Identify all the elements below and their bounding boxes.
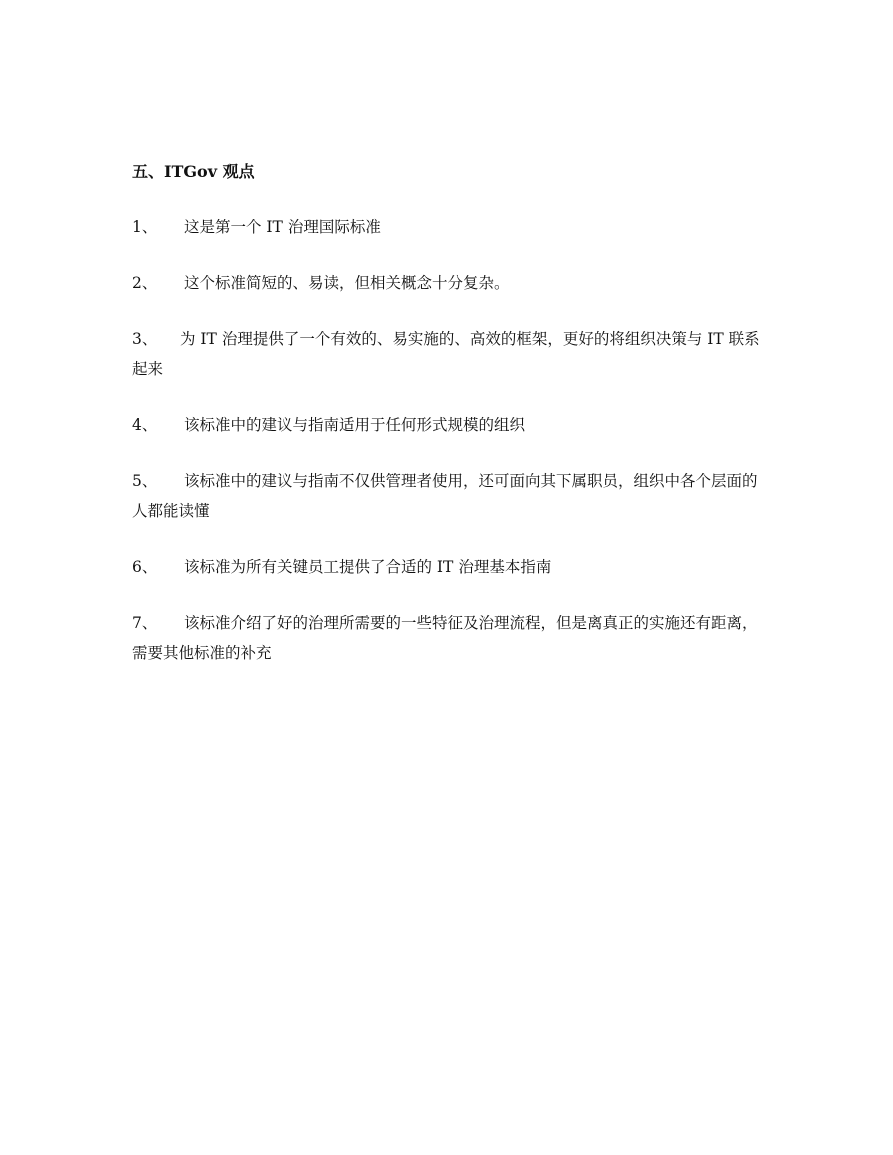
item-text: 这个标准简短的、易读，但相关概念十分复杂。 xyxy=(184,274,510,292)
list-item xyxy=(132,212,772,242)
item-text: 这是第一个 IT 治理国际标准 xyxy=(184,218,381,236)
item-number: 3、 xyxy=(132,330,158,348)
list-item xyxy=(132,608,772,668)
viewpoint-list xyxy=(132,212,772,694)
item-number: 5、 xyxy=(132,472,158,490)
item-number: 4、 xyxy=(132,416,158,434)
list-item xyxy=(132,552,772,582)
section-title: 五、ITGov 观点 xyxy=(132,162,255,181)
item-text: 为 IT 治理提供了一个有效的、易实施的、高效的框架，更好的将组织决策与 IT 联系起来 xyxy=(132,330,760,378)
item-text: 该标准中的建议与指南不仅供管理者使用，还可面向其下属职员，组织中各个层面的人都能读懂 xyxy=(132,472,758,520)
item-number: 1、 xyxy=(132,218,158,236)
item-number: 2、 xyxy=(132,274,158,292)
list-item xyxy=(132,466,772,526)
list-item xyxy=(132,324,772,384)
item-number: 7、 xyxy=(132,614,158,632)
item-number: 6、 xyxy=(132,558,158,576)
item-text: 该标准介绍了好的治理所需要的一些特征及治理流程，但是离真正的实施还有距离，需要其他标准的补充 xyxy=(132,614,758,662)
item-text: 该标准为所有关键员工提供了合适的 IT 治理基本指南 xyxy=(184,558,552,576)
list-item xyxy=(132,410,772,440)
item-text: 该标准中的建议与指南适用于任何形式规模的组织 xyxy=(184,416,526,434)
list-item xyxy=(132,268,772,298)
